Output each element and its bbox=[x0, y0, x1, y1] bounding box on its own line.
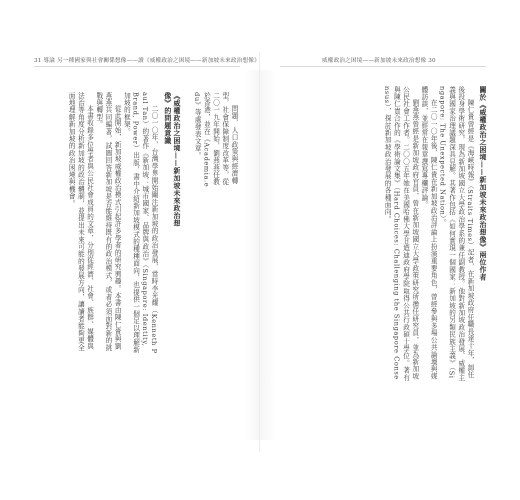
section-heading: 《威權政治之困境——新加坡未來政治想像》的問題意識 bbox=[162, 92, 180, 227]
left-section-title bbox=[162, 92, 180, 232]
header-rule-left bbox=[34, 66, 240, 67]
left-page-intro bbox=[188, 92, 238, 192]
left-page-body bbox=[28, 92, 158, 354]
paragraph: 二〇一〇年，台灣學界開始關注新加坡的政治發展，當時李光耀（Kenneth Paul Tan）的著作《新加坡：城市國家、品牌與政治》（Singapore: Identity, Brand, Power）出版，書中介紹新加坡模式的種種面向，也提供一個足以理解新加坡的框架。 bbox=[122, 92, 158, 354]
paragraph: 從此開始，新加坡威權政治模式引起許多學者的研究興趣。本書由陳仁貴與劉燕燕共同編著，試圖回答新加坡是否能維持既有的政治模式，或者必須面對新的挑戰與轉型。 bbox=[94, 92, 122, 352]
paragraph: 陳仁貴曾經是《海峽時報》（Straits Times）記者，在新加坡政府任職長達十年，卸任後投身學術研究，現為新加坡國立大學政治學系的兼任副教授。他對新加坡政治發展、威權主義與國家治理議題深具見解。其著作包括《如何實現一個國家：新加坡的另類民族主義》（Singapore: The Unexpected Nation）。 bbox=[438, 86, 474, 382]
paragraph: 劉燕燕曾經是新加坡政府官員，曾在新加坡國立大學政策研究所擔任研究員，並為新加坡公民社會工作者。二〇〇五年她在美國哈佛大學甘迺迪政府學院取得公共行政碩士學位。著有與陳仁貴合作的《學術論文集》（Hard Choices: Challenging the Singapore Consensus），探討新加坡政治發展的各種面向。 bbox=[383, 86, 419, 382]
running-head-left: 31 導論 另一種國家與社會關係想像——讀《威權政治之困境——新加坡未來政治想像》 bbox=[34, 58, 260, 64]
right-page-title bbox=[475, 86, 486, 386]
section-heading: 關於《威權政治之困境——新加坡未來政治想像》兩位作者 bbox=[478, 86, 486, 281]
paragraph: 在二〇一〇年後，陳仁貴在新加坡政治評論上扮演重要角色，曾經參與多場公共論壇與媒體訪談，並經常在報章撰寫專欄評論。 bbox=[419, 86, 438, 380]
right-page-body bbox=[252, 86, 474, 382]
header-rule-right bbox=[280, 66, 486, 67]
running-head-right: 威權政治之困境——新加坡未來政治想像 30 bbox=[322, 58, 436, 64]
paragraph: 問題，人口政策與經濟轉型，社會保障制度改革等，從二〇一九年開始，劉燕燕任教於香港，並在《Academia.edu》等處發表文章。 bbox=[193, 92, 238, 188]
paragraph: 本書收錄多位學者與公民社會成員的文章，分別從經濟、社會、族群、媒體與法治等角度分析新加坡的政治體制，並提出未來可能的發展方向，讓讀者能夠更全面地理解新加坡的政治困境與機會。 bbox=[67, 92, 94, 352]
